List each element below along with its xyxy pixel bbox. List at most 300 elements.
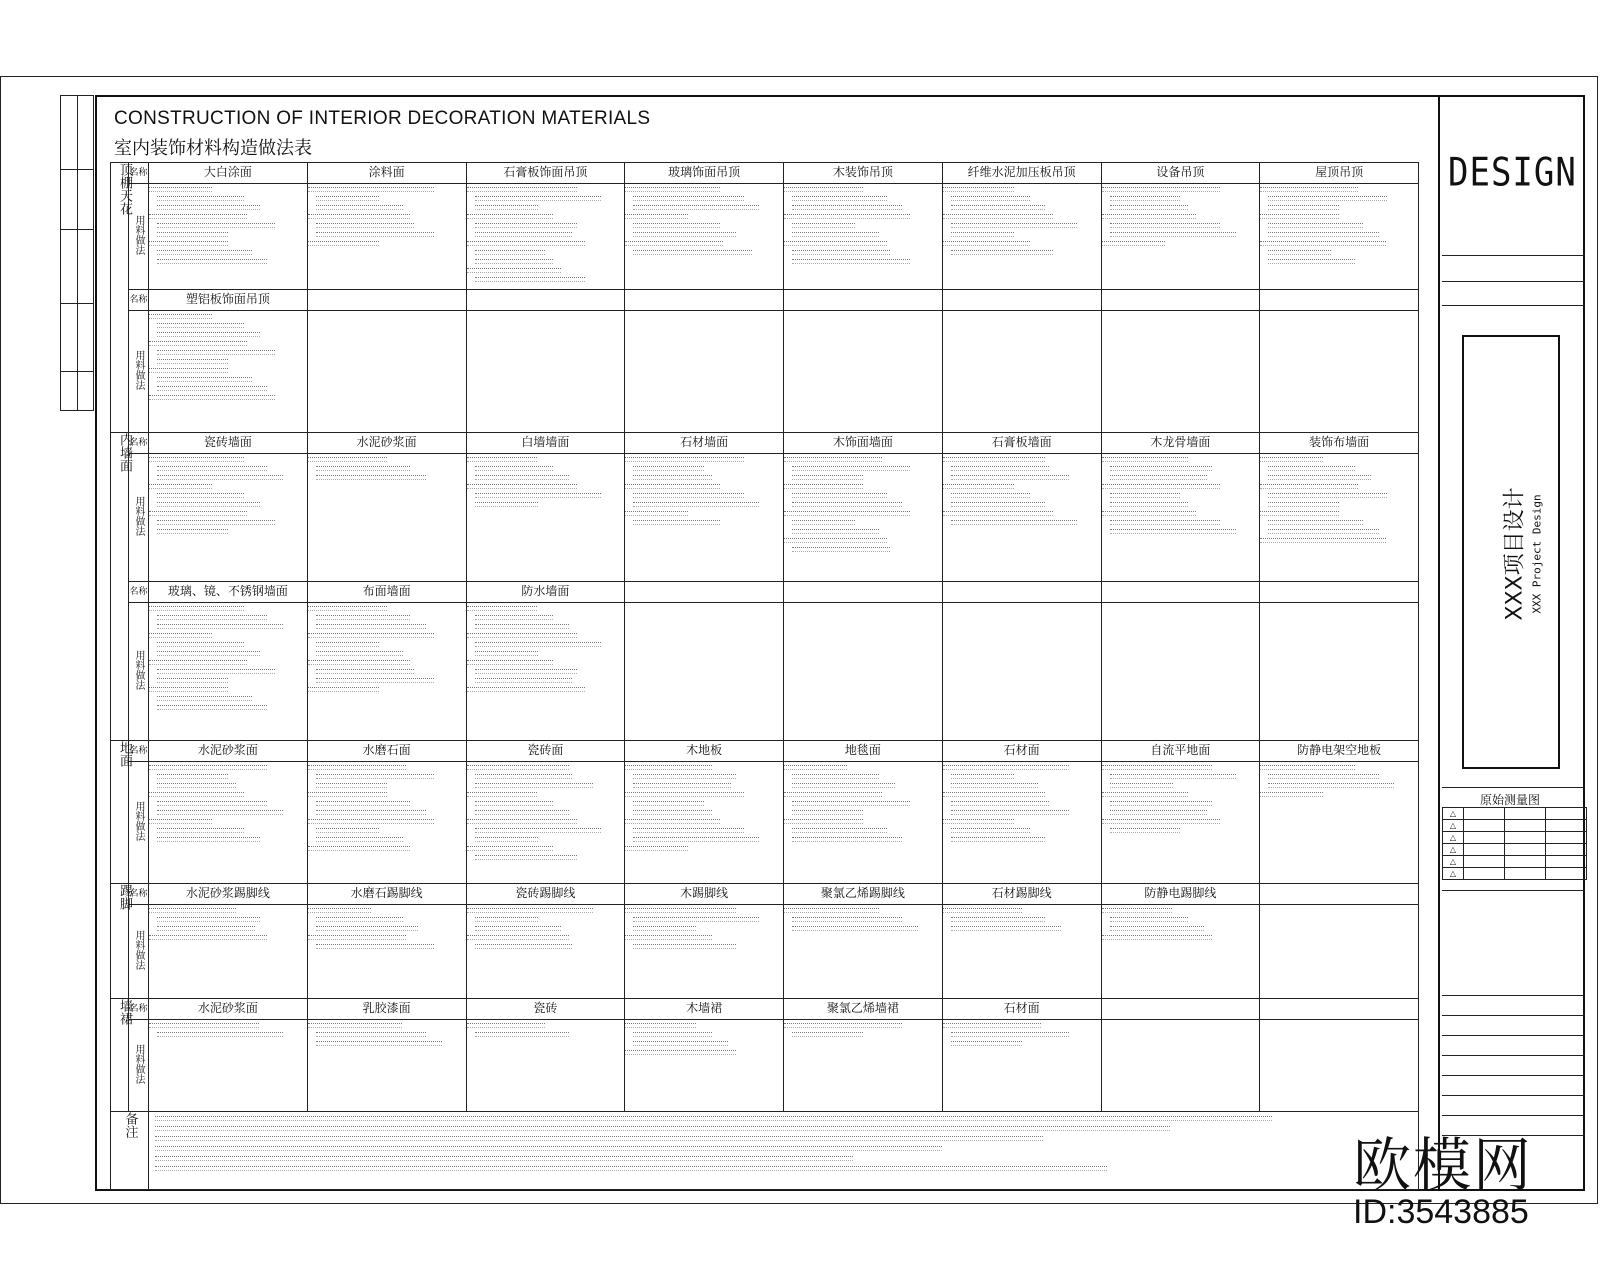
material-method-cell [784,454,943,582]
material-header: 水磨石踢脚线 [307,884,466,905]
material-header [1101,290,1260,311]
text-placeholder [784,538,887,543]
revision-table [1442,807,1587,880]
text-placeholder [951,1032,1069,1037]
text-placeholder [1102,792,1189,797]
text-placeholder [792,205,902,210]
material-method-cell [1260,762,1419,884]
category-text: 内墙面 [117,433,132,472]
text-placeholder [316,205,403,210]
revision-mark: △ [1443,844,1464,856]
material-method-cell [625,603,784,741]
text-placeholder [155,1166,1107,1171]
text-placeholder [157,705,267,710]
material-header: 自流平地面 [1101,741,1260,762]
text-placeholder [633,801,704,806]
material-method-cell [625,762,784,884]
material-method-cell [466,184,625,290]
text-placeholder [1268,466,1355,471]
text-placeholder [157,386,267,391]
material-header: 聚氯乙烯踢脚线 [784,884,943,905]
material-method-cell [784,603,943,741]
text-placeholder [475,250,546,255]
material-method-cell [784,1020,943,1112]
text-placeholder [1110,774,1236,779]
text-placeholder [784,908,879,913]
text-placeholder [157,1032,283,1037]
text-placeholder [1110,529,1236,534]
text-placeholder [475,651,538,656]
text-placeholder [475,205,538,210]
text-placeholder [784,792,882,797]
text-placeholder [467,687,585,692]
binding-strip [60,95,94,411]
material-method-cell [307,184,466,290]
material-header: 石材面 [942,999,1101,1020]
text-placeholder [467,1023,546,1028]
text-placeholder [149,484,212,489]
text-placeholder [1102,935,1212,940]
text-placeholder [625,511,688,516]
text-placeholder [1260,457,1323,462]
text-placeholder [792,1032,863,1037]
name-label: 名称 [129,884,149,905]
material-method-cell [307,905,466,999]
text-placeholder [308,765,406,770]
text-placeholder [792,810,863,815]
material-method-cell [1260,454,1419,582]
project-name: XXX项目设计 [1502,487,1528,621]
text-placeholder [475,801,554,806]
text-placeholder [308,1023,403,1028]
material-method-cell [784,762,943,884]
text-placeholder [633,196,743,201]
text-placeholder [792,493,887,498]
text-placeholder [943,819,1014,824]
text-placeholder [784,819,863,824]
title-english: CONSTRUCTION OF INTERIOR DECORATION MATERIALS [114,108,651,129]
text-placeholder [951,774,1014,779]
material-header: 防水墙面 [466,582,625,603]
text-placeholder [308,846,411,851]
text-placeholder [633,502,759,507]
notes-body [149,1112,1419,1190]
text-placeholder [155,1146,942,1151]
text-placeholder [792,801,910,806]
text-placeholder [1260,511,1339,516]
material-header [625,582,784,603]
text-placeholder [475,277,585,282]
name-label: 名称 [129,741,149,762]
text-placeholder [157,196,244,201]
text-placeholder [467,241,585,246]
text-placeholder [1268,783,1394,788]
text-placeholder [475,783,593,788]
material-method-cell [625,905,784,999]
text-placeholder [1102,819,1220,824]
text-placeholder [792,547,890,552]
material-method-cell [1260,311,1419,433]
text-placeholder [155,1126,1170,1131]
text-placeholder [633,917,759,922]
material-method-cell [149,454,308,582]
material-method-cell [466,905,625,999]
material-header: 水泥砂浆面 [149,741,308,762]
text-placeholder [1260,241,1386,246]
revision-mark: △ [1443,820,1464,832]
text-placeholder [155,1136,1043,1141]
material-method-cell [1260,1020,1419,1112]
text-placeholder [475,917,538,922]
material-header [942,290,1101,311]
name-label: 名称 [129,582,149,603]
text-placeholder [157,223,275,228]
text-placeholder [149,660,247,665]
text-placeholder [792,466,910,471]
text-placeholder [951,232,1014,237]
text-placeholder [149,606,244,611]
material-header [1101,582,1260,603]
watermark-logo: 欧模网 [1353,1131,1534,1199]
text-placeholder [316,774,434,779]
text-placeholder [784,457,882,462]
text-placeholder [633,828,743,833]
text-placeholder [157,377,252,382]
material-method-cell [1101,762,1260,884]
text-placeholder [951,205,1046,210]
text-placeholder [316,196,379,201]
title-block [1438,95,1585,1191]
text-placeholder [467,606,538,611]
text-placeholder [308,606,387,611]
text-placeholder [792,828,887,833]
text-placeholder [475,232,573,237]
text-placeholder [475,828,601,833]
method-label: 用料做法 [129,762,149,884]
material-method-cell [307,603,466,741]
material-header: 瓷砖面 [466,741,625,762]
material-header: 玻璃、镜、不锈钢墙面 [149,582,308,603]
text-placeholder [625,765,712,770]
text-placeholder [943,792,1046,797]
text-placeholder [1110,917,1189,922]
material-method-cell [625,184,784,290]
material-header: 防静电踢脚线 [1101,884,1260,905]
text-placeholder [157,250,252,255]
text-placeholder [149,908,236,913]
text-placeholder [475,837,538,842]
material-method-cell [942,1020,1101,1112]
material-method-cell [625,1020,784,1112]
material-header [784,582,943,603]
text-placeholder [155,1156,853,1161]
material-header [1260,290,1419,311]
text-placeholder [475,624,570,629]
text-placeholder [633,232,736,237]
text-placeholder [1110,520,1220,525]
material-method-cell [784,311,943,433]
text-placeholder [316,223,414,228]
text-placeholder [792,502,902,507]
material-header: 瓷砖踢脚线 [466,884,625,905]
text-placeholder [157,259,267,264]
material-header: 屋顶吊顶 [1260,163,1419,184]
text-placeholder [1268,259,1355,264]
text-placeholder [157,350,275,355]
material-header: 玻璃饰面吊顶 [625,163,784,184]
text-placeholder [475,615,554,620]
text-placeholder [625,1023,696,1028]
material-method-cell [1101,1020,1260,1112]
text-placeholder [951,917,1046,922]
text-placeholder [951,520,1077,525]
text-placeholder [1260,792,1323,797]
text-placeholder [316,466,411,471]
text-placeholder [475,196,601,201]
material-header [466,290,625,311]
text-placeholder [951,475,1069,480]
text-placeholder [625,792,743,797]
material-method-cell [149,905,308,999]
material-header: 石材墙面 [625,433,784,454]
text-placeholder [149,241,228,246]
text-placeholder [157,502,260,507]
text-placeholder [316,926,419,931]
name-label: 名称 [129,290,149,311]
text-placeholder [792,917,902,922]
text-placeholder [467,484,577,489]
text-placeholder [157,917,260,922]
material-header: 聚氯乙烯墙裙 [784,999,943,1020]
text-placeholder [784,1023,902,1028]
category-label [111,163,132,433]
text-placeholder [316,651,403,656]
text-placeholder [784,484,863,489]
text-placeholder [1110,502,1189,507]
text-placeholder [149,792,244,797]
text-placeholder [149,819,212,824]
text-placeholder [155,1116,1272,1121]
category-label [111,884,132,999]
text-placeholder [1260,538,1386,543]
material-header [1260,999,1419,1020]
project-name-box [1462,335,1560,769]
text-placeholder [1268,205,1339,210]
text-placeholder [149,511,247,516]
text-placeholder [1102,484,1220,489]
material-method-cell [1260,184,1419,290]
material-header: 水泥砂浆踢脚线 [149,884,308,905]
method-label: 用料做法 [129,184,149,290]
text-placeholder [157,615,267,620]
text-placeholder [157,828,244,833]
material-header: 瓷砖墙面 [149,433,308,454]
material-header [625,290,784,311]
text-placeholder [792,223,855,228]
material-header: 装饰布墙面 [1260,433,1419,454]
text-placeholder [149,187,212,192]
text-placeholder [633,810,712,815]
material-method-cell [942,905,1101,999]
text-placeholder [1268,493,1386,498]
text-placeholder [792,529,879,534]
material-method-cell [942,311,1101,433]
text-placeholder [149,368,228,373]
material-header: 木饰面墙面 [784,433,943,454]
text-placeholder [625,908,735,913]
text-placeholder [475,678,573,683]
text-placeholder [467,908,593,913]
method-label: 用料做法 [129,311,149,433]
text-placeholder [1260,187,1358,192]
text-placeholder [1102,908,1173,913]
text-placeholder [475,926,562,931]
text-placeholder [1102,511,1197,516]
text-placeholder [625,819,720,824]
category-label [111,433,132,741]
material-method-cell [466,762,625,884]
text-placeholder [316,669,414,674]
material-header: 布面墙面 [307,582,466,603]
text-placeholder [943,457,1046,462]
text-placeholder [784,765,847,770]
material-header [307,290,466,311]
material-method-cell [784,905,943,999]
text-placeholder [1268,774,1378,779]
text-placeholder [157,624,283,629]
material-method-cell [784,184,943,290]
material-header: 木地板 [625,741,784,762]
material-header: 石膏板墙面 [942,433,1101,454]
text-placeholder [467,819,577,824]
text-placeholder [625,1050,735,1055]
text-placeholder [1110,783,1173,788]
text-placeholder [784,511,910,516]
text-placeholder [475,944,573,949]
text-placeholder [1260,765,1355,770]
category-label [111,741,132,884]
text-placeholder [475,223,578,228]
text-placeholder [1260,484,1358,489]
text-placeholder [633,475,712,480]
text-placeholder [157,926,255,931]
text-placeholder [1110,475,1208,480]
material-method-cell [625,454,784,582]
text-placeholder [157,359,228,364]
text-placeholder [1110,926,1205,931]
material-header: 纤维水泥加压板吊顶 [942,163,1101,184]
watermark-id: ID:3543885 [1353,1193,1529,1231]
name-label: 名称 [129,163,149,184]
text-placeholder [475,259,554,264]
text-placeholder [951,828,1030,833]
text-placeholder [308,187,434,192]
text-placeholder [625,484,720,489]
material-header: 乳胶漆面 [307,999,466,1020]
text-placeholder [1102,765,1212,770]
text-placeholder [951,493,1030,498]
text-placeholder [943,765,1069,770]
material-method-cell [149,762,308,884]
text-placeholder [951,801,1049,806]
material-method-cell [149,311,308,433]
text-placeholder [951,1041,1022,1046]
revision-mark: △ [1443,868,1464,880]
text-placeholder [308,241,379,246]
text-placeholder [316,801,411,806]
text-placeholder [1110,801,1213,806]
text-placeholder [625,457,743,462]
material-method-cell [307,1020,466,1112]
text-placeholder [316,1032,426,1037]
text-placeholder [633,520,720,525]
text-placeholder [308,792,387,797]
text-placeholder [475,466,554,471]
text-placeholder [1260,214,1339,219]
text-placeholder [792,837,902,842]
text-placeholder [625,214,688,219]
text-placeholder [951,926,1061,931]
material-method-cell [1101,184,1260,290]
text-placeholder [1268,502,1339,507]
material-method-cell [942,184,1101,290]
text-placeholder [308,908,371,913]
text-placeholder [149,314,212,319]
material-method-cell [1101,311,1260,433]
material-method-cell [307,762,466,884]
material-method-cell [942,762,1101,884]
text-placeholder [467,268,562,273]
text-placeholder [475,1032,570,1037]
text-placeholder [308,687,379,692]
material-header: 瓷砖 [466,999,625,1020]
method-label: 用料做法 [129,603,149,741]
text-placeholder [633,944,736,949]
text-placeholder [157,323,244,328]
text-placeholder [633,466,704,471]
text-placeholder [625,846,688,851]
text-placeholder [792,774,879,779]
text-placeholder [308,457,387,462]
material-header [784,290,943,311]
text-placeholder [784,241,887,246]
text-placeholder [149,765,267,770]
text-placeholder [149,214,247,219]
text-placeholder [792,259,910,264]
text-placeholder [951,223,1077,228]
material-header: 石材踢脚线 [942,884,1101,905]
text-placeholder [475,774,573,779]
material-method-cell [1101,905,1260,999]
text-placeholder [792,196,887,201]
text-placeholder [316,917,403,922]
text-placeholder [157,520,275,525]
revision-mark: △ [1443,832,1464,844]
text-placeholder [1102,214,1197,219]
material-method-cell [1101,603,1260,741]
material-method-cell [466,1020,625,1112]
material-header: 水泥砂浆面 [307,433,466,454]
text-placeholder [316,475,426,480]
material-method-cell [466,311,625,433]
text-placeholder [157,669,275,674]
text-placeholder [157,837,260,842]
text-placeholder [943,511,1053,516]
text-placeholder [467,660,554,665]
notes-label: 备注 [111,1112,149,1190]
text-placeholder [316,783,387,788]
text-placeholder [951,837,1046,842]
